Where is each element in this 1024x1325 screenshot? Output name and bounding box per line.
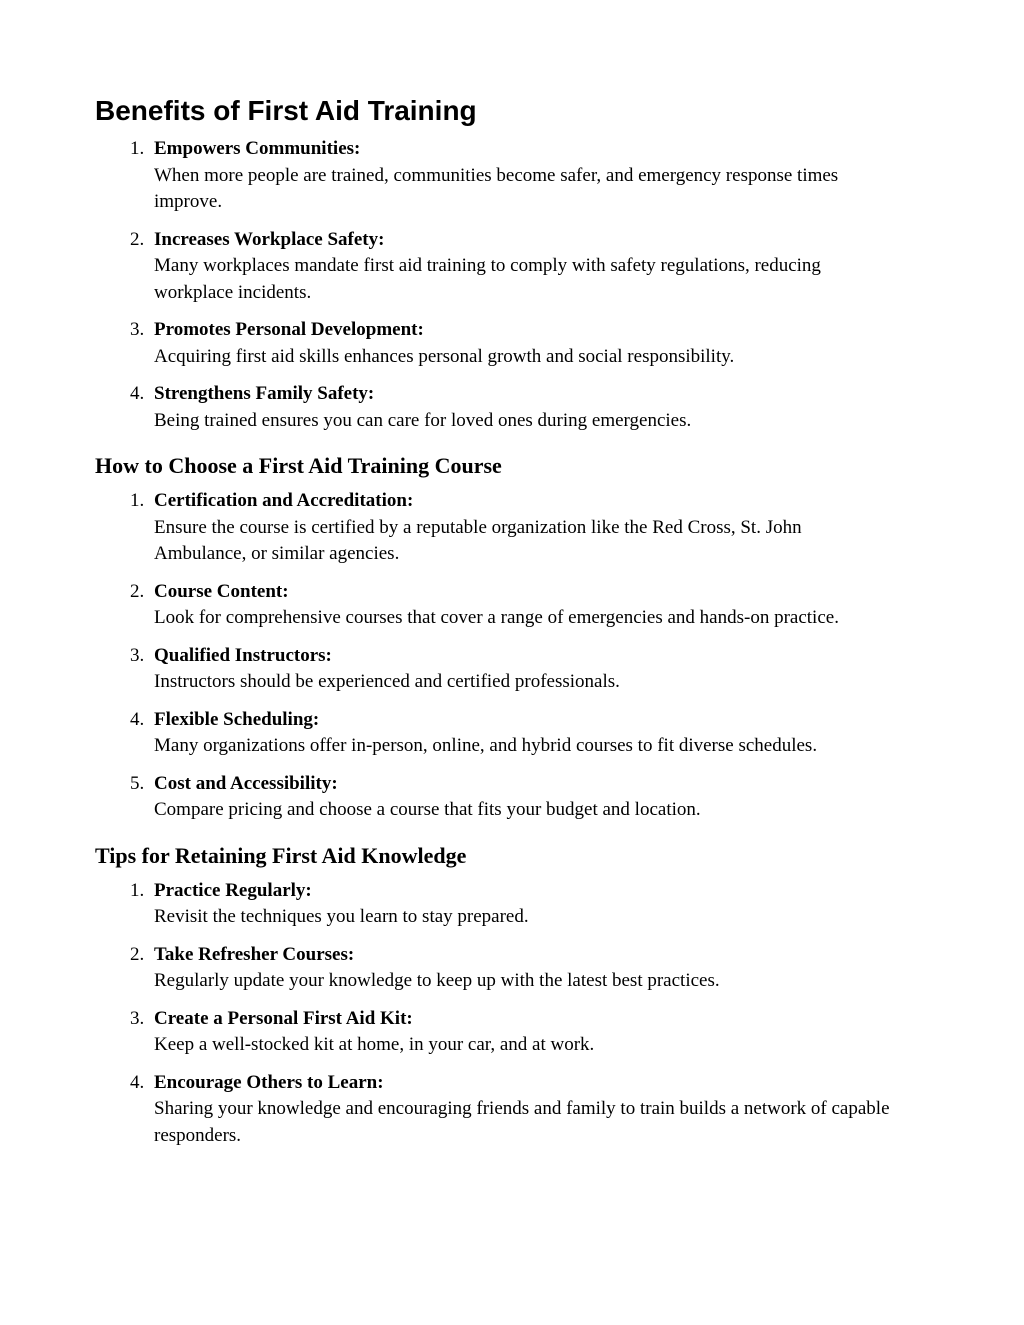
- item-term: Take Refresher Courses:: [154, 943, 355, 965]
- item-description: When more people are trained, communities become safer, and emergency response times improve.: [154, 164, 839, 212]
- item-number: 4.: [130, 383, 145, 404]
- item-term: Cost and Accessibility:: [154, 772, 338, 794]
- list-item: [95, 771, 895, 824]
- list-item: [95, 381, 895, 434]
- list-item: [95, 1070, 895, 1150]
- choose-course-list: [95, 488, 895, 824]
- item-term: Create a Personal First Aid Kit:: [154, 1007, 413, 1029]
- list-item: [95, 579, 895, 632]
- item-number: 2.: [130, 228, 145, 250]
- retaining-knowledge-list: [95, 878, 895, 1150]
- item-description: Revisit the techniques you learn to stay prepared.: [154, 906, 529, 927]
- item-term: Increases Workplace Safety:: [154, 228, 385, 250]
- item-number: 2.: [130, 580, 145, 602]
- item-term: Course Content:: [154, 580, 289, 602]
- item-number: 1.: [130, 138, 145, 159]
- choose-course-heading: How to Choose a First Aid Training Course: [95, 453, 502, 478]
- list-item: [95, 227, 895, 307]
- item-description: Regularly update your knowledge to keep up with the latest best practices.: [154, 970, 720, 991]
- list-item: [95, 707, 895, 760]
- item-term: Flexible Scheduling:: [154, 708, 320, 730]
- benefits-list: [95, 136, 895, 434]
- item-number: 3.: [130, 319, 145, 340]
- benefits-heading: Benefits of First Aid Training: [95, 95, 477, 126]
- list-item: [95, 1006, 895, 1059]
- item-number: 4.: [130, 708, 145, 730]
- item-term: Encourage Others to Learn:: [154, 1071, 384, 1093]
- item-term: Qualified Instructors:: [154, 644, 332, 666]
- list-item: [95, 942, 895, 995]
- item-description: Keep a well-stocked kit at home, in your car, and at work.: [154, 1034, 595, 1055]
- item-description: Compare pricing and choose a course that fits your budget and location.: [154, 799, 701, 820]
- item-term: Empowers Communities:: [154, 138, 361, 159]
- item-description: Being trained ensures you can care for loved ones during emergencies.: [154, 409, 692, 431]
- item-number: 1.: [130, 879, 145, 901]
- item-description: Sharing your knowledge and encouraging friends and family to train builds a network of capable responders.: [154, 1098, 890, 1146]
- list-item: [95, 317, 895, 370]
- list-item: [95, 643, 895, 696]
- item-description: Many organizations offer in-person, online, and hybrid courses to fit diverse schedules.: [154, 735, 818, 756]
- item-number: 4.: [130, 1071, 145, 1093]
- list-item: [95, 878, 895, 931]
- item-number: 1.: [130, 490, 145, 511]
- retaining-knowledge-heading: Tips for Retaining First Aid Knowledge: [95, 842, 467, 868]
- list-item: [95, 488, 895, 568]
- item-description: Ensure the course is certified by a reputable organization like the Red Cross, St. John Ambulance, or similar agencies.: [154, 516, 802, 564]
- item-description: Many workplaces mandate first aid training to comply with safety regulations, reducing workplace incidents.: [154, 255, 821, 303]
- item-description: Instructors should be experienced and certified professionals.: [154, 671, 620, 692]
- list-item: [95, 136, 895, 216]
- item-number: 3.: [130, 1007, 145, 1029]
- item-term: Practice Regularly:: [154, 879, 312, 901]
- item-term: Promotes Personal Development:: [154, 319, 424, 340]
- item-description: Look for comprehensive courses that cover a range of emergencies and hands-on practice.: [154, 607, 839, 628]
- item-description: Acquiring first aid skills enhances personal growth and social responsibility.: [154, 345, 735, 367]
- item-number: 2.: [130, 943, 145, 965]
- item-term: Strengthens Family Safety:: [154, 383, 375, 404]
- item-number: 3.: [130, 644, 145, 666]
- document-page: [95, 94, 895, 1167]
- item-term: Certification and Accreditation:: [154, 490, 414, 511]
- item-number: 5.: [130, 772, 145, 794]
